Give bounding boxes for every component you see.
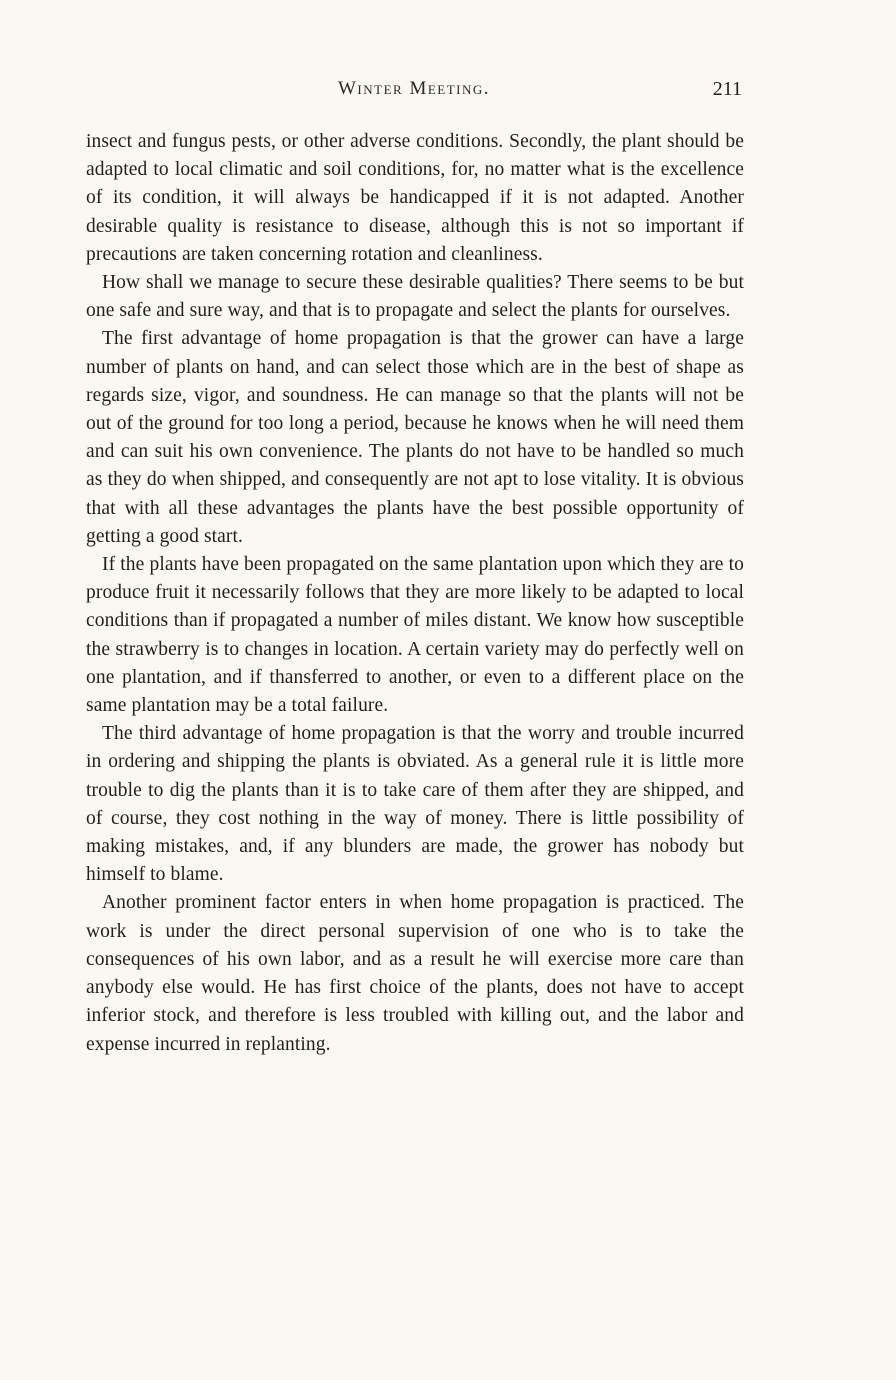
running-title: Winter Meeting. xyxy=(337,78,491,99)
paragraph: If the plants have been propagated on the same plantation upon which they are to produce fruit it necessarily follows that they are more likely to be adapted to local conditions than if propagated a number of miles distant. We know how susceptible the strawberry is to changes in location. A certain variety may do perfectly well on one plantation, and if thansferred to another, or even to a different place on the same plantation may be a total failure. xyxy=(86,554,744,717)
page-number: 211 xyxy=(712,78,742,100)
paragraph: The third advantage of home propagation is that the worry and trouble incurred in ordering and shipping the plants is obviated. As a general rule it is little more trouble to dig the plants than it is to take care of them after they are shipped, and of course, they cost nothing in the way of money. There is little possibility of making mistakes, and, if any blunders are made, the grower has nobody but himself to blame. xyxy=(86,723,744,886)
paragraph: How shall we manage to secure these desirable qualities? There seems to be but one safe and sure way, and that is to propagate and select the plants for ourselves. xyxy=(86,272,744,322)
paragraph: Another prominent factor enters in when home propagation is practiced. The work is under the direct personal supervision of one who is to take the consequences of his own labor, and as a result he will exercise more care than anybody else would. He has first choice of the plants, does not have to accept inferior stock, and therefore is less troubled with killing out, and the labor and expense incurred in replanting. xyxy=(86,892,744,1055)
paragraph: insect and fungus pests, or other adverse conditions. Secondly, the plant should be adapted to local climatic and soil conditions, for, no matter what is the excellence of its condition, it will always be handicapped if it is not adapted. Another desirable quality is resistance to disease, although this is not so important if precautions are taken concerning rotation and cleanliness. xyxy=(86,131,744,265)
body-text xyxy=(86,128,744,1059)
paragraph: The first advantage of home propagation is that the grower can have a large number of plants on hand, and can select those which are in the best of shape as regards size, vigor, and soundness. He can manage so that the plants will not be out of the ground for too long a period, because he knows when he will need them and can suit his own convenience. The plants do not have to be handled so much as they do when shipped, and consequently are not apt to lose vitality. It is obvious that with all these advantages the plants have the best possible opportunity of getting a good start. xyxy=(86,328,744,547)
page-header xyxy=(86,78,742,104)
